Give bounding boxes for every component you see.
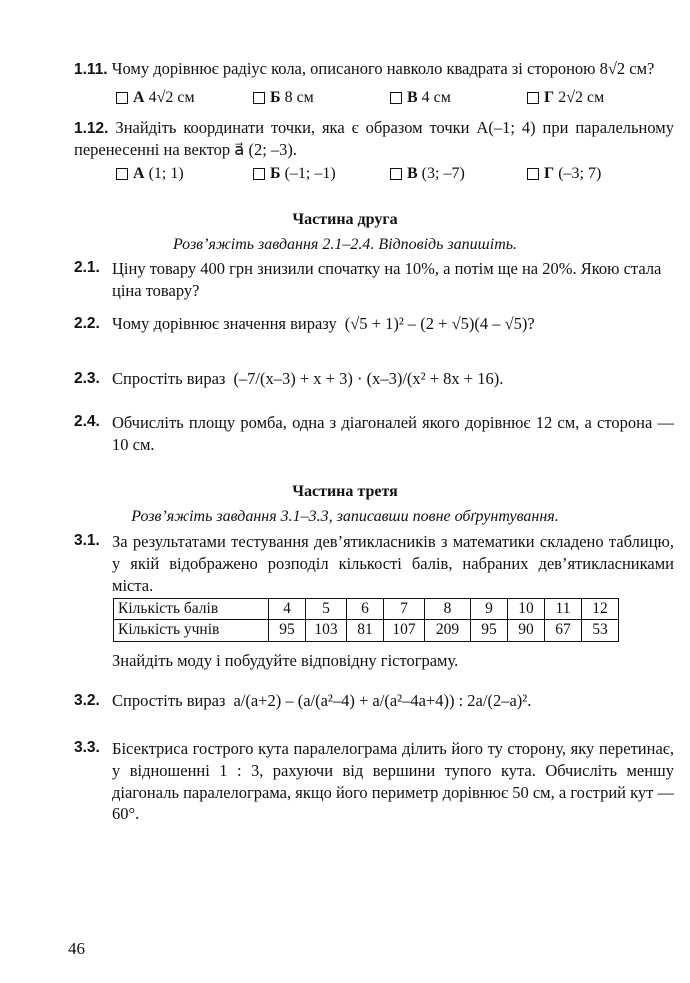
question-text: Спростіть вираз	[112, 691, 226, 710]
table-cell: 107	[384, 620, 425, 641]
question-2-3	[74, 368, 674, 390]
options-1-11	[116, 87, 664, 108]
table-cell: 8	[425, 599, 471, 620]
question-3-3	[74, 738, 674, 825]
table-cell: 95	[269, 620, 306, 641]
math-expression: (√5 + 1)² – (2 + √5)(4 – √5)?	[344, 314, 535, 333]
question-1-12	[74, 117, 674, 161]
question-number: 2.3.	[74, 369, 100, 387]
table-cell: 209	[425, 620, 471, 641]
question-number: 3.3.	[74, 739, 100, 756]
table-cell: 9	[471, 599, 508, 620]
question-number: 3.1.	[74, 532, 100, 549]
row-header: Кількість учнів	[114, 620, 269, 641]
part-two-instruction: Розв’яжіть завдання 2.1–2.4. Відповідь запишіть.	[172, 236, 518, 253]
table-cell: 10	[508, 599, 545, 620]
part-two-title: Частина друга	[292, 211, 398, 228]
table-cell: 5	[306, 599, 347, 620]
question-number: 2.4.	[74, 413, 100, 430]
table-cell: 90	[508, 620, 545, 641]
table-cell: 12	[582, 599, 619, 620]
option-a[interactable]: А (1; 1)	[116, 163, 253, 184]
question-3-1	[74, 531, 674, 596]
part-three-instruction: Розв’яжіть завдання 3.1–3.3, записавши повне обґрунтування.	[131, 508, 559, 525]
table-cell: 7	[384, 599, 425, 620]
option-g[interactable]: Г (–3; 7)	[527, 163, 664, 184]
question-number: 1.11.	[74, 61, 108, 78]
option-v[interactable]: В (3; –7)	[390, 163, 527, 184]
table-cell: 6	[347, 599, 384, 620]
checkbox-icon[interactable]	[527, 92, 539, 104]
question-text: Спростіть вираз	[112, 369, 226, 388]
option-b[interactable]: Б 8 см	[253, 87, 390, 108]
question-text: За результатами тестування дев’ятикласників з математики складено таблицю, у якій відображено розподіл кількості балів, набраних дев’ятикласниками міста.	[112, 532, 674, 595]
row-header: Кількість балів	[114, 599, 269, 620]
question-text: Ціну товару 400 грн знизили спочатку на 10%, а потім ще на 20%. Якою стала ціна товару?	[112, 259, 662, 300]
checkbox-icon[interactable]	[116, 168, 128, 180]
option-g[interactable]: Г 2√2 см	[527, 87, 664, 108]
option-a[interactable]: А 4√2 см	[116, 87, 253, 108]
table-cell: 95	[471, 620, 508, 641]
question-3-2	[74, 690, 674, 712]
question-text: Бісектриса гострого кута паралелограма ділить його ту сторону, яку перетинає, у відношенні 1 : 3, рахуючи від вершини тупого кута. Обчисліть меншу діагональ паралелограма, якщо його периметр дорівнює 50 см, а гострий кут — 60°.	[112, 739, 674, 824]
question-number: 2.2.	[74, 314, 100, 332]
math-expression: (–7/(x–3) + x + 3) · (x–3)/(x² + 8x + 16).	[233, 369, 504, 388]
question-text: Знайдіть координати точки, яка є образом точки A(–1; 4) при паралельному перенесенні на вектор a⃗ (2; –3).	[74, 118, 674, 160]
checkbox-icon[interactable]	[527, 168, 539, 180]
question-2-1	[74, 258, 674, 302]
page-number: 46	[68, 939, 85, 958]
table-row	[114, 620, 619, 641]
option-v[interactable]: В 4 см	[390, 87, 527, 108]
checkbox-icon[interactable]	[116, 92, 128, 104]
table-cell: 103	[306, 620, 347, 641]
checkbox-icon[interactable]	[253, 168, 265, 180]
option-b[interactable]: Б (–1; –1)	[253, 163, 390, 184]
table-cell: 67	[545, 620, 582, 641]
question-number: 1.12.	[74, 120, 109, 137]
math-expression: a/(a+2) – (a/(a²–4) + a/(a²–4a+4)) : 2a/(2–a)².	[233, 691, 532, 710]
part-three-title: Частина третя	[292, 483, 398, 500]
question-number: 2.1.	[74, 259, 100, 276]
scores-table	[113, 598, 619, 642]
table-cell: 11	[545, 599, 582, 620]
table-cell: 81	[347, 620, 384, 641]
options-1-12	[116, 163, 664, 184]
question-3-1-followup: Знайдіть моду і побудуйте відповідну гістограму.	[112, 651, 459, 670]
table-row	[114, 599, 619, 620]
checkbox-icon[interactable]	[390, 92, 402, 104]
question-2-2	[74, 313, 674, 335]
table-cell: 53	[582, 620, 619, 641]
question-2-4	[74, 412, 674, 456]
checkbox-icon[interactable]	[253, 92, 265, 104]
question-text: Обчисліть площу ромба, одна з діагоналей якого дорівнює 12 см, а сторона — 10 см.	[112, 413, 674, 454]
question-text: Чому дорівнює радіус кола, описаного навколо квадрата зі стороною 8√2 см?	[111, 59, 655, 78]
question-1-11	[74, 58, 674, 80]
checkbox-icon[interactable]	[390, 168, 402, 180]
question-number: 3.2.	[74, 691, 100, 709]
table-cell: 4	[269, 599, 306, 620]
question-text: Чому дорівнює значення виразу	[112, 314, 337, 333]
